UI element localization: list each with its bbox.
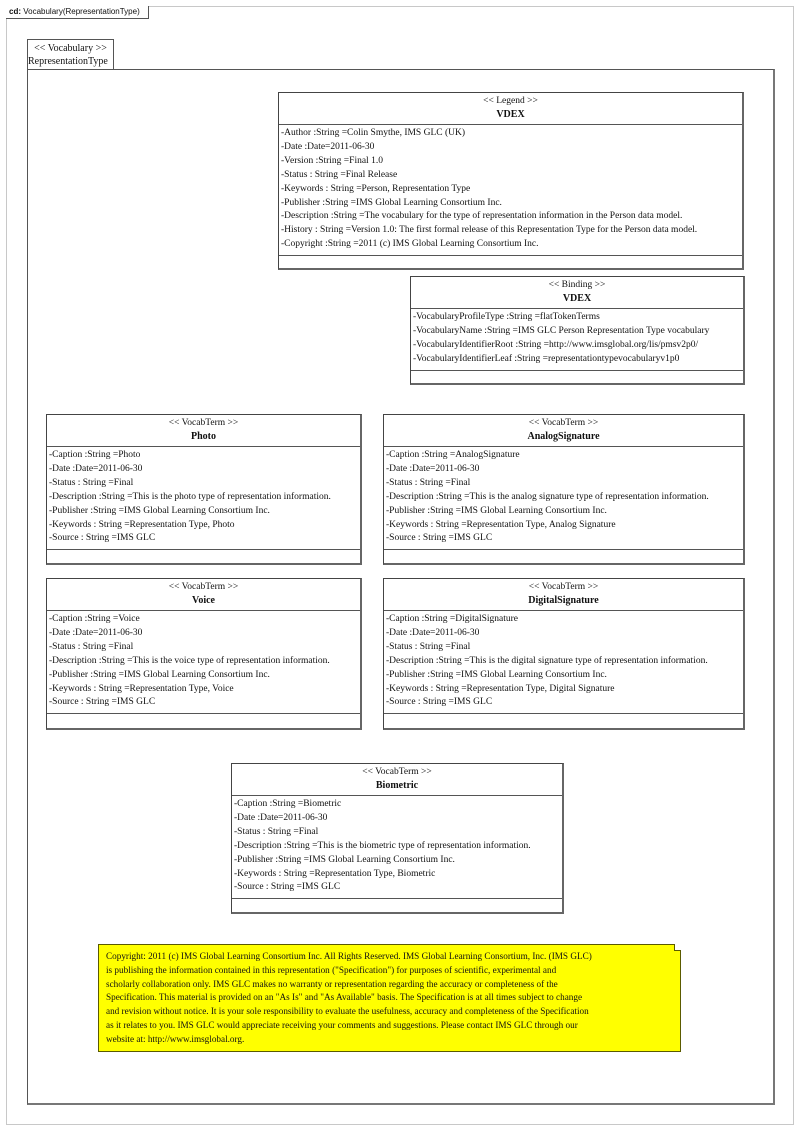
attribute: -Date :Date=2011-06-30 <box>281 141 375 152</box>
binding-class[interactable] <box>410 276 745 385</box>
vocabterm-digital-signature[interactable] <box>383 578 745 730</box>
attribute: -Date :Date=2011-06-30 <box>386 463 480 474</box>
attribute: -Caption :String =AnalogSignature <box>386 450 520 460</box>
operation-compartment <box>232 899 562 913</box>
attribute: -Copyright :String =2011 (c) IMS Global Learning Consortium Inc. <box>281 239 539 250</box>
note-line: Copyright: 2011 (c) IMS Global Learning Consortium Inc. All Rights Reserved. IMS Global Learning Consortium, Inc. (IMS GLC) <box>106 951 592 961</box>
vocabterm-analog-signature[interactable] <box>383 414 745 565</box>
vocabterm-biometric[interactable] <box>231 763 564 914</box>
attribute: -Publisher :String =IMS Global Learning Consortium Inc. <box>386 505 607 516</box>
attribute: -Source : String =IMS GLC <box>49 533 156 544</box>
attribute: -VocabularyIdentifierRoot :String =http://www.imsglobal.org/lis/pmsv2p0/ <box>413 339 699 350</box>
class-header <box>384 579 743 611</box>
class-stereotype: << Binding >> <box>548 280 606 290</box>
attribute: -Publisher :String =IMS Global Learning Consortium Inc. <box>281 197 502 208</box>
attribute-compartment <box>47 611 360 714</box>
note-line: and revision without notice. It is your sole responsibility to evaluate the usefulness, accuracy and completeness of the Specification <box>106 1006 589 1017</box>
attribute: -Date :Date=2011-06-30 <box>49 627 143 638</box>
class-header <box>411 277 743 309</box>
attribute: -Author :String =Colin Smythe, IMS GLC (UK) <box>281 128 466 138</box>
attribute: -Status : String =Final Release <box>281 169 398 180</box>
attribute: -Caption :String =Photo <box>49 450 141 460</box>
class-stereotype: << VocabTerm >> <box>528 418 599 428</box>
attribute: -Keywords : String =Representation Type, Digital Signature <box>386 683 615 694</box>
attribute: -VocabularyProfileType :String =flatTokenTerms <box>413 312 600 322</box>
note-line: website at: http://www.imsglobal.org. <box>106 1033 245 1044</box>
attribute-compartment <box>47 447 360 550</box>
package-name: RepresentationType <box>28 56 108 67</box>
note-line: is publishing the information contained in this representation ("Specification") for purposes of scientific, experimental and <box>106 964 557 975</box>
attribute: -Status : String =Final <box>49 641 134 652</box>
attribute: -Keywords : String =Representation Type, Analog Signature <box>386 519 616 530</box>
class-stereotype: << VocabTerm >> <box>168 582 239 592</box>
attribute: -Description :String =This is the biometric type of representation information. <box>234 840 531 851</box>
operation-compartment <box>384 714 743 728</box>
attribute: -Status : String =Final <box>386 641 471 652</box>
attribute: -Source : String =IMS GLC <box>386 697 493 708</box>
attribute: -Keywords : String =Person, Representation Type <box>281 183 471 194</box>
attribute: -VocabularyName :String =IMS GLC Person Representation Type vocabulary <box>413 325 710 336</box>
operation-compartment <box>279 256 742 270</box>
class-name: Biometric <box>375 780 419 791</box>
class-name: Voice <box>192 595 215 606</box>
attribute: -Publisher :String =IMS Global Learning Consortium Inc. <box>49 505 270 516</box>
attribute: -VocabularyIdentifierLeaf :String =representationtypevocabularyv1p0 <box>413 353 680 364</box>
note-line: Specification. This material is provided on an "As Is" and "As Available" basis. The Specification is at all times subject to change <box>106 992 583 1003</box>
attribute: -Keywords : String =Representation Type, Photo <box>49 519 235 530</box>
attribute: -Description :String =This is the digital signature type of representation information. <box>386 655 708 666</box>
class-header <box>47 579 360 611</box>
attribute: -Version :String =Final 1.0 <box>281 155 383 166</box>
attribute: -Date :Date=2011-06-30 <box>386 627 480 638</box>
operation-compartment <box>384 550 743 564</box>
attribute: -Caption :String =Voice <box>49 614 140 624</box>
attribute: -Source : String =IMS GLC <box>49 697 156 708</box>
copyright-note[interactable] <box>98 944 681 1052</box>
attribute: -Description :String =This is the analog signature type of representation information. <box>386 491 709 502</box>
note-line: as it relates to you. IMS GLC would appreciate receiving your comments and suggestions. Please contact IMS GLC through our <box>106 1019 578 1030</box>
attribute-compartment <box>411 309 743 371</box>
attribute-compartment <box>384 611 743 714</box>
class-name: Photo <box>191 431 216 442</box>
vocabterm-voice[interactable] <box>46 578 362 730</box>
attribute: -Publisher :String =IMS Global Learning Consortium Inc. <box>234 854 455 865</box>
note-line: scholarly collaboration only. IMS GLC makes no warranty or representation regarding the accuracy or completeness of the <box>106 978 558 989</box>
operation-compartment <box>411 371 743 385</box>
class-stereotype: << VocabTerm >> <box>528 582 599 592</box>
class-name: VDEX <box>562 293 592 304</box>
attribute: -Description :String =This is the voice type of representation information. <box>49 655 330 666</box>
attribute-compartment <box>384 447 743 550</box>
vocabterm-photo[interactable] <box>46 414 362 565</box>
operation-compartment <box>47 550 360 564</box>
attribute-compartment <box>232 796 562 899</box>
attribute: -Date :Date=2011-06-30 <box>49 463 143 474</box>
package-tab[interactable] <box>27 39 114 70</box>
class-stereotype: << VocabTerm >> <box>362 767 432 777</box>
attribute: -Keywords : String =Representation Type, Voice <box>49 683 234 694</box>
attribute: -Keywords : String =Representation Type, Biometric <box>234 868 436 879</box>
frame-kind: cd: <box>9 7 21 16</box>
package-stereotype: << Vocabulary >> <box>34 43 107 54</box>
attribute: -Description :String =The vocabulary for the type of representation information in the Person data model. <box>281 211 683 222</box>
attribute: -Source : String =IMS GLC <box>386 533 493 544</box>
attribute: -Date :Date=2011-06-30 <box>234 812 328 823</box>
attribute: -Caption :String =Biometric <box>234 799 342 809</box>
operation-compartment <box>47 714 360 728</box>
class-stereotype: << Legend >> <box>483 96 538 106</box>
frame-title: Vocabulary(RepresentationType) <box>23 7 140 16</box>
class-name: AnalogSignature <box>527 431 600 442</box>
attribute: -Status : String =Final <box>49 477 134 488</box>
class-name: DigitalSignature <box>528 595 599 606</box>
legend-class[interactable] <box>278 92 744 270</box>
attribute: -Status : String =Final <box>386 477 471 488</box>
class-header <box>47 415 360 447</box>
diagram-frame-label <box>6 6 149 19</box>
class-stereotype: << VocabTerm >> <box>168 418 239 428</box>
attribute: -Publisher :String =IMS Global Learning Consortium Inc. <box>386 669 607 680</box>
attribute: -Description :String =This is the photo type of representation information. <box>49 491 331 502</box>
class-header <box>384 415 743 447</box>
attribute-compartment <box>279 125 742 256</box>
class-header <box>232 764 562 796</box>
class-header <box>279 93 742 125</box>
class-name: VDEX <box>496 109 525 120</box>
attribute: -Caption :String =DigitalSignature <box>386 614 519 624</box>
attribute: -History : String =Version 1.0: The first formal release of this Representation Type for the Person data model. <box>281 225 698 236</box>
attribute: -Source : String =IMS GLC <box>234 882 341 893</box>
attribute: -Status : String =Final <box>234 826 319 837</box>
note-fold-corner <box>674 944 681 951</box>
attribute: -Publisher :String =IMS Global Learning Consortium Inc. <box>49 669 270 680</box>
